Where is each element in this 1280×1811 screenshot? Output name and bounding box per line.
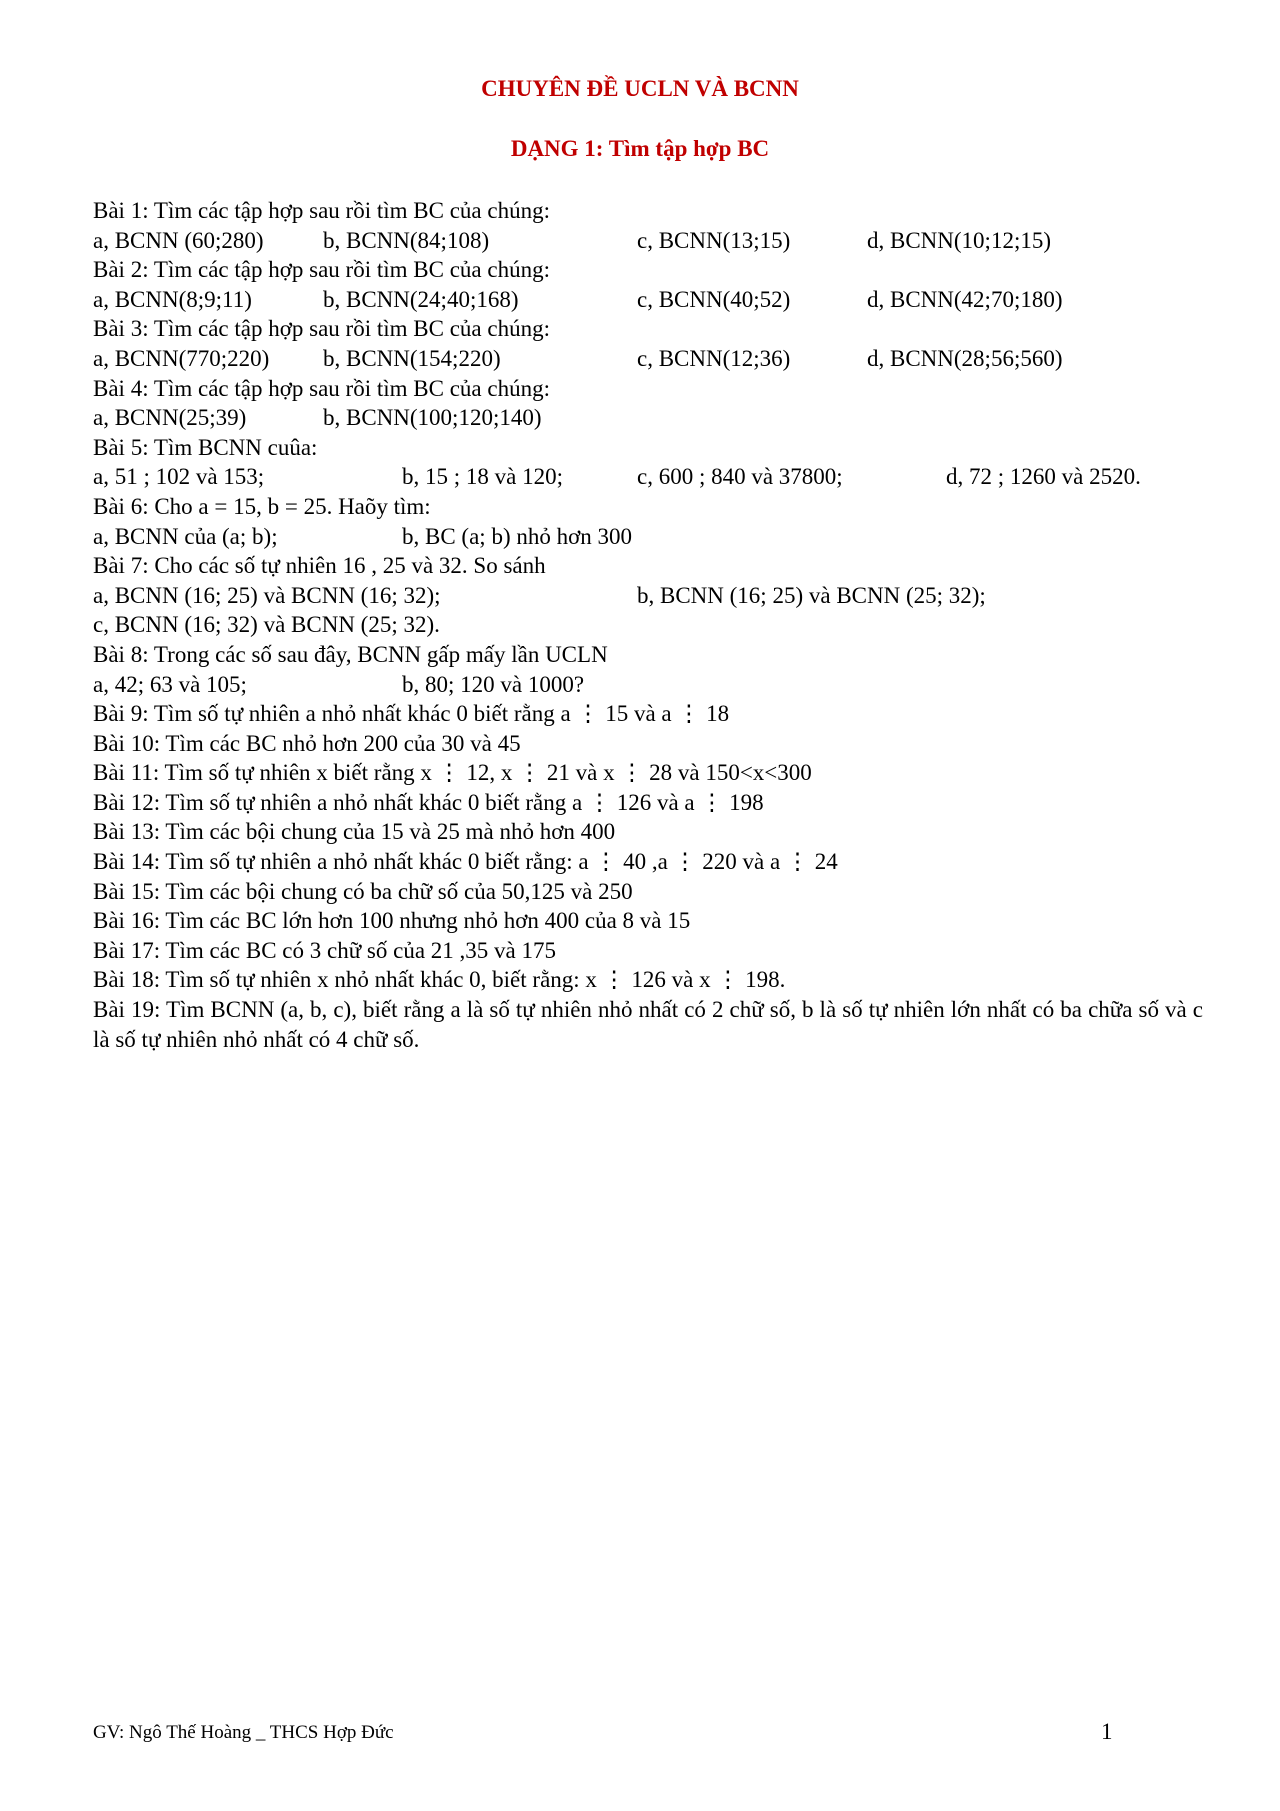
exercise-line [93,906,1203,936]
exercise-option: d, BCNN(28;56;560) [867,345,1063,371]
exercise-line [93,344,1203,374]
exercise-text: a, BCNN(25;39) [93,405,247,431]
exercise-line [93,729,1203,759]
exercise-line [93,522,1203,552]
exercise-option: d, BCNN(10;12;15) [867,227,1051,253]
exercise-line [93,492,1203,522]
exercise-text: Bài 9: Tìm số tự nhiên a nhỏ nhất khác 0 biết rằng a ⋮ 15 và a ⋮ 18 [93,701,730,727]
exercise-list [93,196,1203,1054]
exercise-text: a, BCNN (60;280) [93,227,264,253]
exercise-option: c, 600 ; 840 và 37800; [637,464,843,490]
exercise-text: Bài 7: Cho các số tự nhiên 16 , 25 và 32. So sánh [93,553,546,579]
exercise-text: Bài 6: Cho a = 15, b = 25. Haõy tìm: [93,493,431,519]
exercise-text: c, BCNN (16; 32) và BCNN (25; 32). [93,612,440,638]
exercise-text: a, 42; 63 và 105; [93,671,247,697]
exercise-line [93,610,1203,640]
exercise-line [93,817,1203,847]
exercise-text: Bài 15: Tìm các bội chung có ba chữ số của 50,125 và 250 [93,878,633,904]
exercise-text: Bài 4: Tìm các tập hợp sau rồi tìm BC của chúng: [93,375,550,401]
exercise-line [93,936,1203,966]
exercise-line [93,226,1203,256]
exercise-line [93,670,1203,700]
exercise-line [93,847,1203,877]
exercise-text: Bài 17: Tìm các BC có 3 chữ số của 21 ,35 và 175 [93,937,557,963]
exercise-line [93,758,1203,788]
exercise-text: a, BCNN của (a; b); [93,523,278,549]
section-heading: DẠNG 1: Tìm tập hợp BC [510,136,770,161]
exercise-option: b, BCNN(100;120;140) [323,405,542,431]
exercise-line [93,699,1203,729]
exercise-line [93,433,1203,463]
exercise-line [93,640,1203,670]
exercise-option: c, BCNN(40;52) [637,286,791,312]
exercise-line [93,196,1203,226]
exercise-line [93,285,1203,315]
exercise-text: Bài 5: Tìm BCNN cuûa: [93,434,318,460]
exercise-text: a, BCNN (16; 25) và BCNN (16; 32); [93,582,441,608]
exercise-text: Bài 2: Tìm các tập hợp sau rồi tìm BC của chúng: [93,257,550,283]
exercise-option: b, 80; 120 và 1000? [402,671,585,697]
exercise-option: b, 15 ; 18 và 120; [402,464,563,490]
exercise-text: Bài 8: Trong các số sau đây, BCNN gấp mấy lần UCLN [93,641,608,667]
exercise-line [93,314,1203,344]
exercise-text: Bài 11: Tìm số tự nhiên x biết rằng x ⋮ 12, x ⋮ 21 và x ⋮ 28 và 150<x<300 [93,760,812,786]
exercise-text: Bài 14: Tìm số tự nhiên a nhỏ nhất khác 0 biết rằng: a ⋮ 40 ,a ⋮ 220 và a ⋮ 24 [93,849,838,875]
exercise-text: Bài 12: Tìm số tự nhiên a nhỏ nhất khác 0 biết rằng a ⋮ 126 và a ⋮ 198 [93,789,764,815]
exercise-text: a, BCNN(8;9;11) [93,286,252,312]
exercise-text: a, BCNN(770;220) [93,345,270,371]
exercise-option: b, BCNN (16; 25) và BCNN (25; 32); [637,582,986,608]
exercise-text: Bài 13: Tìm các bội chung của 15 và 25 mà nhỏ hơn 400 [93,819,616,845]
exercise-line [93,965,1203,995]
exercise-text: Bài 16: Tìm các BC lớn hơn 100 nhưng nhỏ hơn 400 của 8 và 15 [93,908,691,934]
exercise-text: Bài 18: Tìm số tự nhiên x nhỏ nhất khác 0, biết rằng: x ⋮ 126 và x ⋮ 198. [93,967,786,993]
exercise-text: Bài 3: Tìm các tập hợp sau rồi tìm BC của chúng: [93,316,550,342]
exercise-text: Bài 1: Tìm các tập hợp sau rồi tìm BC của chúng: [93,198,550,223]
exercise-line [93,462,1203,492]
exercise-line [93,255,1203,285]
exercise-line [93,788,1203,818]
exercise-option: d, BCNN(42;70;180) [867,286,1063,312]
exercise-line [93,374,1203,404]
exercise-option: b, BCNN(154;220) [323,345,501,371]
exercise-19: Bài 19: Tìm BCNN (a, b, c), biết rằng a là số tự nhiên nhỏ nhất có 2 chữ số, b là số tự nhiên lớn nhất có ba chữa số và c là số tự nhiên nhỏ nhất có 4 chữ số. [93,997,1203,1052]
footer-author: GV: Ngô Thế Hoàng _ THCS Hợp Đức [93,1722,394,1743]
page-number: 1 [1101,1719,1113,1744]
exercise-option: d, 72 ; 1260 và 2520. [946,464,1141,490]
exercise-option: b, BCNN(24;40;168) [323,286,519,312]
exercise-line [93,877,1203,907]
exercise-line [93,581,1203,611]
exercise-text: a, 51 ; 102 và 153; [93,464,265,490]
exercise-option: c, BCNN(13;15) [637,227,791,253]
exercise-option: b, BC (a; b) nhỏ hơn 300 [402,523,633,549]
exercise-option: b, BCNN(84;108) [323,227,490,253]
exercise-text: Bài 10: Tìm các BC nhỏ hơn 200 của 30 và 45 [93,730,521,756]
exercise-option: c, BCNN(12;36) [637,345,791,371]
document-title: CHUYÊN ĐỀ UCLN VÀ BCNN [481,76,799,101]
exercise-line [93,403,1203,433]
exercise-line [93,551,1203,581]
